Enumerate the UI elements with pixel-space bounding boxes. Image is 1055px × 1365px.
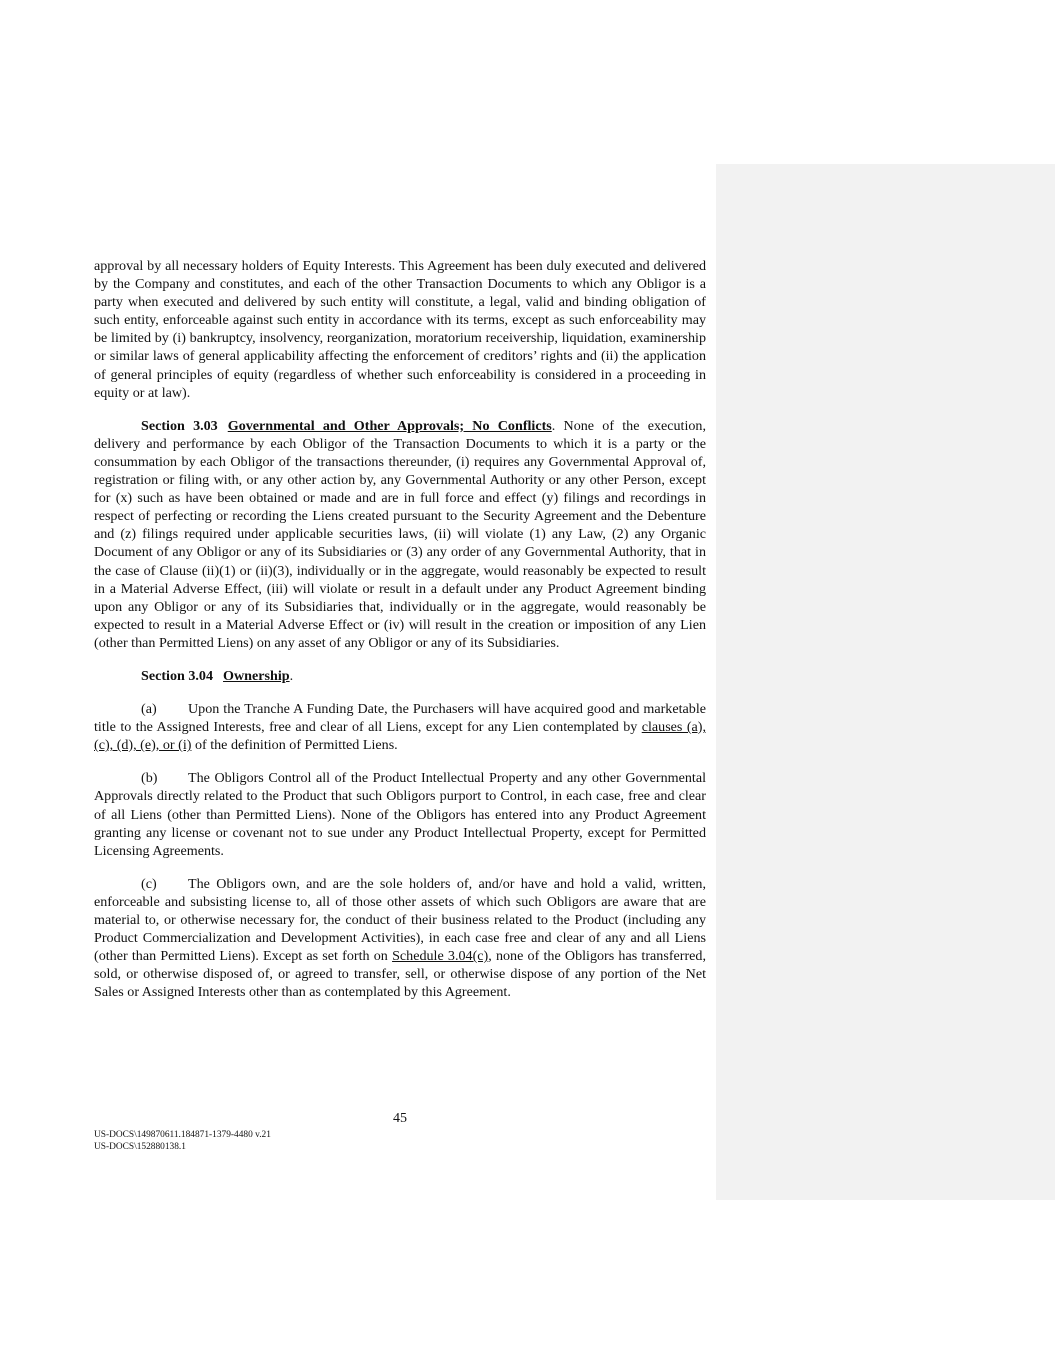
clause-a-text-before: Upon the Tranche A Funding Date, the Purchasers will have acquired good and marketable title to the Assigned Interests, free and clear of all Liens, except for any Lien contemplated by	[94, 701, 706, 736]
section-3-03	[94, 417, 706, 652]
section-3-03-number: Section 3.03	[141, 417, 218, 434]
section-3-04-title-end: .	[289, 667, 294, 684]
clause-a-link[interactable]: clauses (a), (c), (d), (e), or (i)	[94, 719, 706, 754]
clause-a-text-after: of the definition of Permitted Liens.	[191, 737, 398, 754]
clause-c	[94, 875, 706, 1002]
clause-b-text: The Obligors Control all of the Product Intellectual Property and any other Governmental Approvals directly related to the Product that such Obligors purport to Control, in each case, free and clear of all Liens (other than Permitted Liens). None of the Obligors has entered into any Product Agreement granting any license or covenant not to sue under any Product Intellectual Property, except for Permitted Licensing Agreements.	[94, 770, 706, 859]
schedule-link[interactable]: Schedule 3.04(c)	[392, 948, 489, 965]
section-3-04-heading	[141, 667, 706, 685]
doc-id-1: US-DOCS\149870611.184871-1379-4480 v.21	[94, 1130, 271, 1140]
clause-a-label: (a)	[141, 701, 157, 718]
clause-c-text-before: The Obligors own, and are the sole holders of, and/or have and hold a valid, written, enforceable and subsisting license to, all of those other assets of which such Obligors are aware that are material to, or otherwise necessary for, the conduct of their business related to the Product (including any Product Commercialization and Development Activities), in each case free and clear of any and all Liens (other than Permitted Liens). Except as set forth on	[94, 875, 706, 965]
clause-a	[94, 700, 706, 754]
document-body	[94, 257, 706, 1016]
comment-pane	[716, 164, 1055, 1200]
doc-id-2: US-DOCS\152880138.1	[94, 1141, 186, 1152]
section-3-03-text: None of the execution, delivery and performance by each Obligor of the Transaction Documents to which it is a party or the consummation by each Obligor of the transactions thereunder, (i) requires any Governmental Approval of, registration or filing with, or any other action by, any Governmental Authority or any other Person, except for (x) such as have been obtained or made and are in full force and effect (y) filings and recordings in respect of perfecting or recording the Liens created pursuant to the Security Agreement and the Debenture and (z) filings required under applicable securities laws, (ii) will violate (1) any Law, (2) any Organic Document of any Obligor or any of its Subsidiaries or (3) any order of any Governmental Authority, that in the case of Clause (ii)(1) or (ii)(3), individually or in the aggregate, would reasonably be expected to result in a Material Adverse Effect, (iii) will violate or result in a default under any Product Agreement binding upon any Obligor or any of its Subsidiaries that, individually or in the aggregate, would reasonably be expected to result in a Material Adverse Effect or (iv) will result in the creation or imposition of any Lien (other than Permitted Liens) on any asset of any Obligor or any of its Subsidiaries.	[94, 417, 707, 651]
clause-b-label: (b)	[141, 770, 158, 787]
section-3-03-title-end: .	[551, 417, 556, 434]
section-3-04-title: Ownership	[223, 667, 290, 684]
section-3-04-number: Section 3.04	[141, 667, 214, 684]
page-number: 45	[393, 1111, 407, 1126]
section-3-03-title: Governmental and Other Approvals; No Conflicts	[227, 417, 552, 434]
paragraph-approval: approval by all necessary holders of Equity Interests. This Agreement has been duly executed and delivered by the Company and constitutes, and each of the other Transaction Documents to which any Obligor is a party when executed and delivered by such entity will constitute, a legal, valid and binding obligation of such entity, enforceable against such entity in accordance with its terms, except as such enforceability may be limited by (i) bankruptcy, insolvency, reorganization, moratorium receivership, liquidation, examinership or similar laws of general applicability affecting the enforcement of creditors’ rights and (ii) the application of general principles of equity (regardless of whether such enforceability is considered in a proceeding in equity or at law).	[94, 258, 706, 401]
clause-c-label: (c)	[141, 875, 157, 892]
clause-c-text-after: , none of the Obligors has transferred, sold, or otherwise disposed of, or agreed to transfer, sell, or otherwise dispose of any portion of the Net Sales or Assigned Interests other than as contemplated by this Agreement.	[94, 948, 706, 1001]
footer-doc-ids	[94, 1130, 271, 1153]
clause-b	[94, 769, 706, 859]
